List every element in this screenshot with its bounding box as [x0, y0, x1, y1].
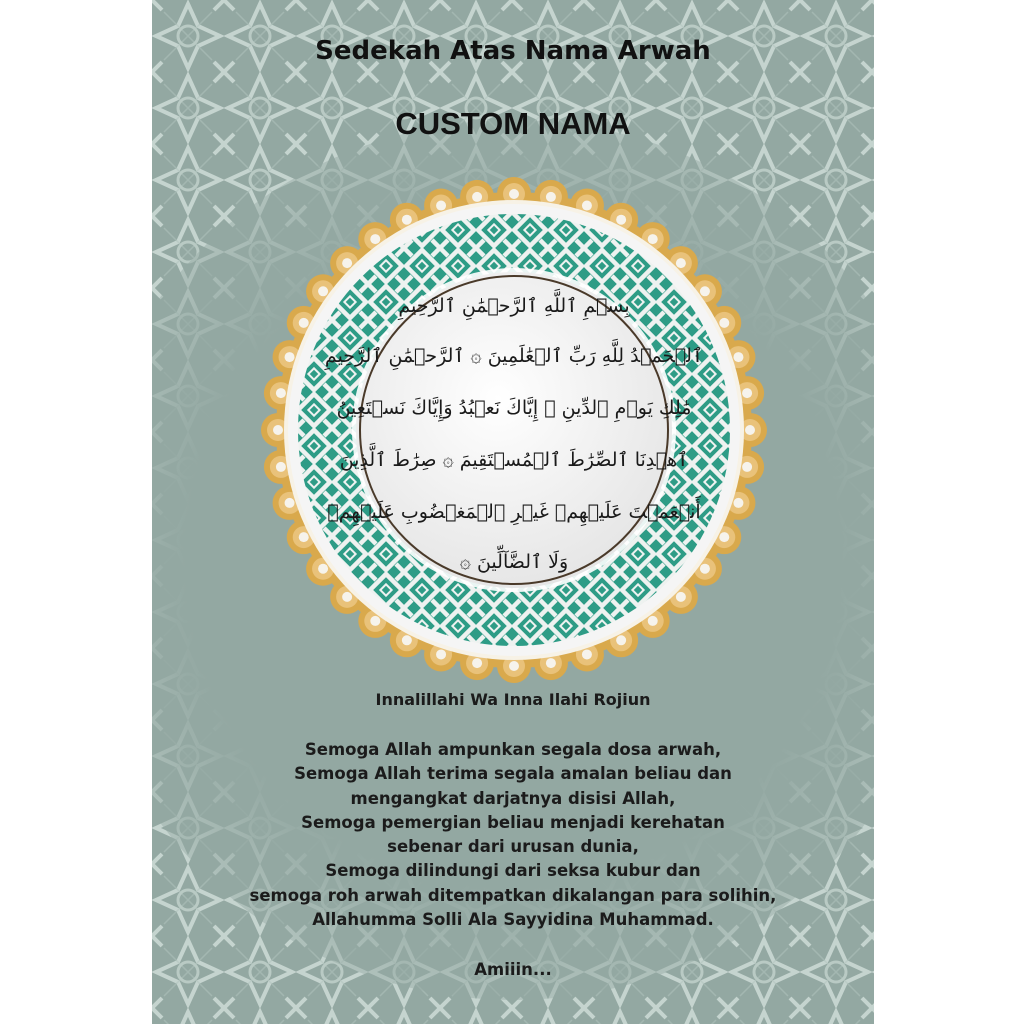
prayer-line: Semoga pemergian beliau menjadi kerehatan: [301, 812, 725, 832]
al-fatihah-medallion: [260, 176, 768, 684]
page-subtitle: CUSTOM NAMA: [395, 106, 631, 141]
calligraphy-line: ٱلۡحَمۡدُ لِلَّهِ رَبِّ ٱلۡعَٰلَمِينَ ۞ ٱلرَّحۡمَٰنِ ٱلرَّحِيمِ: [324, 345, 704, 367]
closing-text: Amiiin...: [474, 960, 552, 979]
calligraphy-line: بِسۡمِ ٱللَّهِ ٱلرَّحۡمَٰنِ ٱلرَّحِيمِ: [398, 295, 630, 317]
condolence-text: Innalillahi Wa Inna Ilahi Rojiun: [375, 690, 651, 709]
prayer-line: Semoga dilindungi dari seksa kubur dan: [325, 861, 701, 881]
prayer-line: sebenar dari urusan dunia,: [387, 837, 639, 857]
calligraphy-line: وَلَا ٱلضَّآلِّينَ ۞: [459, 551, 569, 573]
page-title: Sedekah Atas Nama Arwah: [315, 36, 711, 66]
calligraphy-line: ٱهۡدِنَا ٱلصِّرَٰطَ ٱلۡمُسۡتَقِيمَ ۞ صِرَٰطَ ٱلَّذِينَ: [339, 449, 689, 471]
prayer-line: semoga roh arwah ditempatkan dikalangan para solihin,: [249, 885, 777, 905]
calligraphy-line: مَٰلِكِ يَوۡمِ ٱلدِّينِ ۞ إِيَّاكَ نَعۡبُدُ وَإِيَّاكَ نَسۡتَعِينُ: [336, 397, 692, 419]
prayer-text: [152, 738, 874, 932]
prayer-line: Allahumma Solli Ala Sayyidina Muhammad.: [312, 910, 714, 930]
prayer-line: Semoga Allah terima segala amalan beliau dan: [294, 764, 732, 784]
prayer-line: Semoga Allah ampunkan segala dosa arwah,: [304, 740, 722, 759]
poster: [152, 0, 874, 1024]
prayer-line: mengangkat darjatnya disisi Allah,: [350, 788, 676, 808]
calligraphy-line: أَنۡعَمۡتَ عَلَيۡهِمۡ غَيۡرِ ٱلۡمَغۡضُوبِ عَلَيۡهِمۡ: [327, 501, 701, 523]
